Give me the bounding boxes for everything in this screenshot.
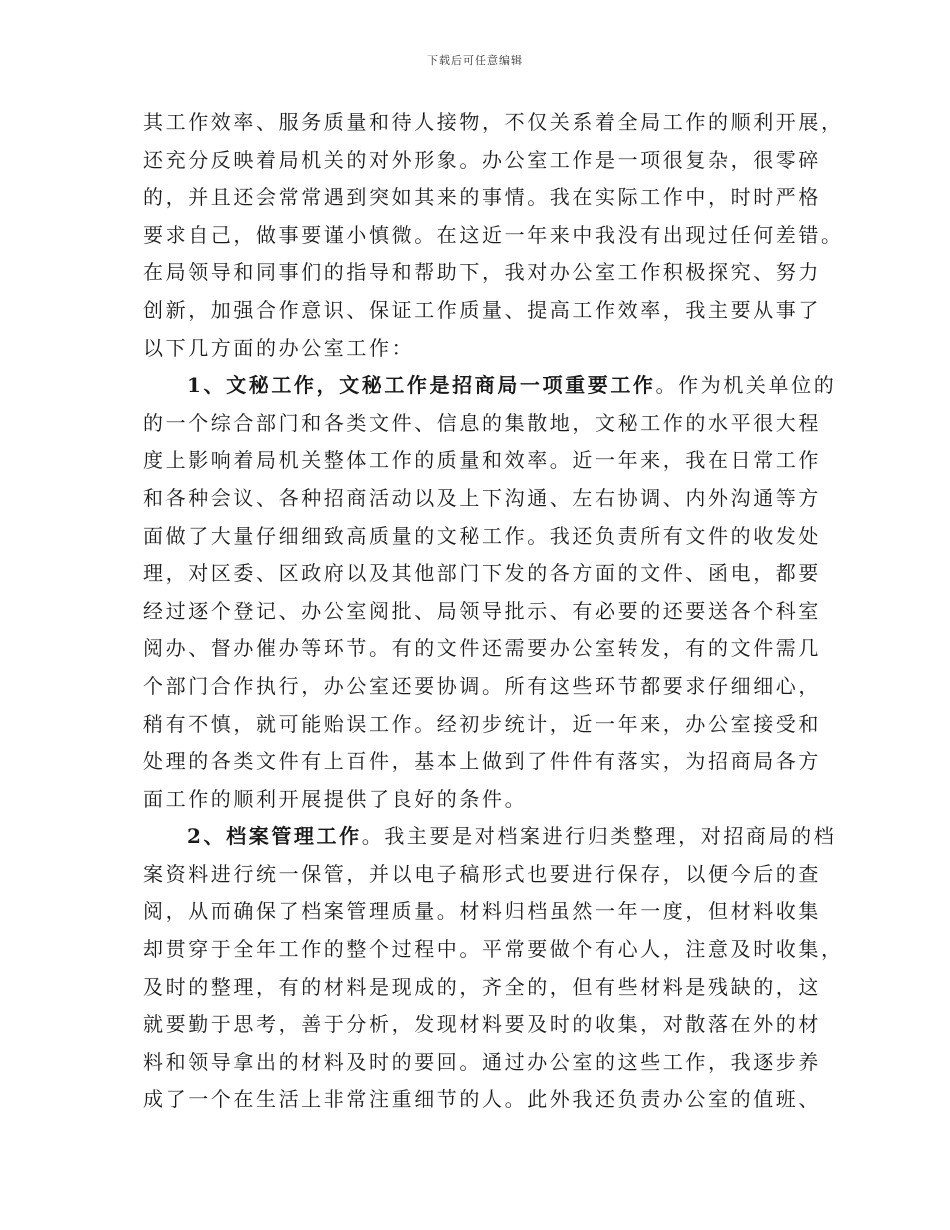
text-line: 却贯穿于全年工作的整个过程中。平常要做个有心人，注意及时收集， [143,937,844,962]
text-line: 案资料进行统一保管，并以电子稿形式也要进行保存，以便今后的查 [143,861,821,886]
text-line: 阅办、督办催办等环节。有的文件还需要办公室转发，有的文件需几 [143,636,821,661]
text-line: 个部门合作执行，办公室还要协调。所有这些环节都要求仔细细心， [143,673,821,698]
text-line: 成了一个在生活上非常注重细节的人。此外我还负责办公室的值班、 [143,1087,821,1112]
text-line: 阅，从而确保了档案管理质量。材料归档虽然一年一度，但材料收集 [143,899,821,924]
text-line: 理，对区委、区政府以及其他部门下发的各方面的文件、函电，都要 [143,561,821,586]
document-body [143,104,844,1119]
section-2-first-line [143,818,837,856]
text-line: 面工作的顺利开展提供了良好的条件。 [143,786,528,811]
text-line: 经过逐个登记、办公室阅批、局领导批示、有必要的还要送各个科室 [143,598,821,623]
page-header: 下载后可任意编辑 [427,54,523,67]
text-line: 其工作效率、服务质量和待人接物，不仅关系着全局工作的顺利开展， [143,110,844,134]
text-line: 面做了大量仔细细致高质量的文秘工作。我还负责所有文件的收发处 [143,523,821,548]
text-line: 就要勤于思考，善于分析，发现材料要及时的收集，对散落在外的材 [143,1012,821,1037]
text-line: 稍有不慎，就可能贻误工作。经初步统计，近一年来，办公室接受和 [143,711,821,736]
text-line: 度上影响着局机关整体工作的质量和效率。近一年来，我在日常工作 [143,448,821,473]
text-line: 以下几方面的办公室工作： [143,335,415,360]
section-1-first-rest: 。作为机关单位的 [655,373,837,398]
text-line: 和各种会议、各种招商活动以及上下沟通、左右协调、内外沟通等方 [143,485,821,510]
section-1-first-line [143,367,837,405]
section-2-first-rest: 。我主要是对档案进行归类整理，对招商局的档 [361,824,837,849]
section-2-heading: 2、档案管理工作 [187,824,362,849]
text-line: 的一个综合部门和各类文件、信息的集散地，文秘工作的水平很大程 [143,410,821,435]
text-line: 及时的整理，有的材料是现成的，齐全的，但有些材料是残缺的，这 [143,974,821,999]
text-line: 在局领导和同事们的指导和帮助下，我对办公室工作积极探究、努力 [143,260,821,285]
section-1-heading: 1、文秘工作，文秘工作是招商局一项重要工作 [187,373,656,398]
text-line: 还充分反映着局机关的对外形象。办公室工作是一项很复杂，很零碎 [143,147,821,172]
text-line: 要求自己，做事要谨小慎微。在这近一年来中我没有出现过任何差错。 [143,222,844,247]
text-line: 创新，加强合作意识、保证工作质量、提高工作效率，我主要从事了 [143,297,821,322]
text-line: 处理的各类文件有上百件，基本上做到了件件有落实，为招商局各方 [143,749,821,774]
text-line: 的，并且还会常常遇到突如其来的事情。我在实际工作中，时时严格 [143,185,821,210]
text-line: 料和领导拿出的材料及时的要回。通过办公室的这些工作，我逐步养 [143,1049,821,1074]
